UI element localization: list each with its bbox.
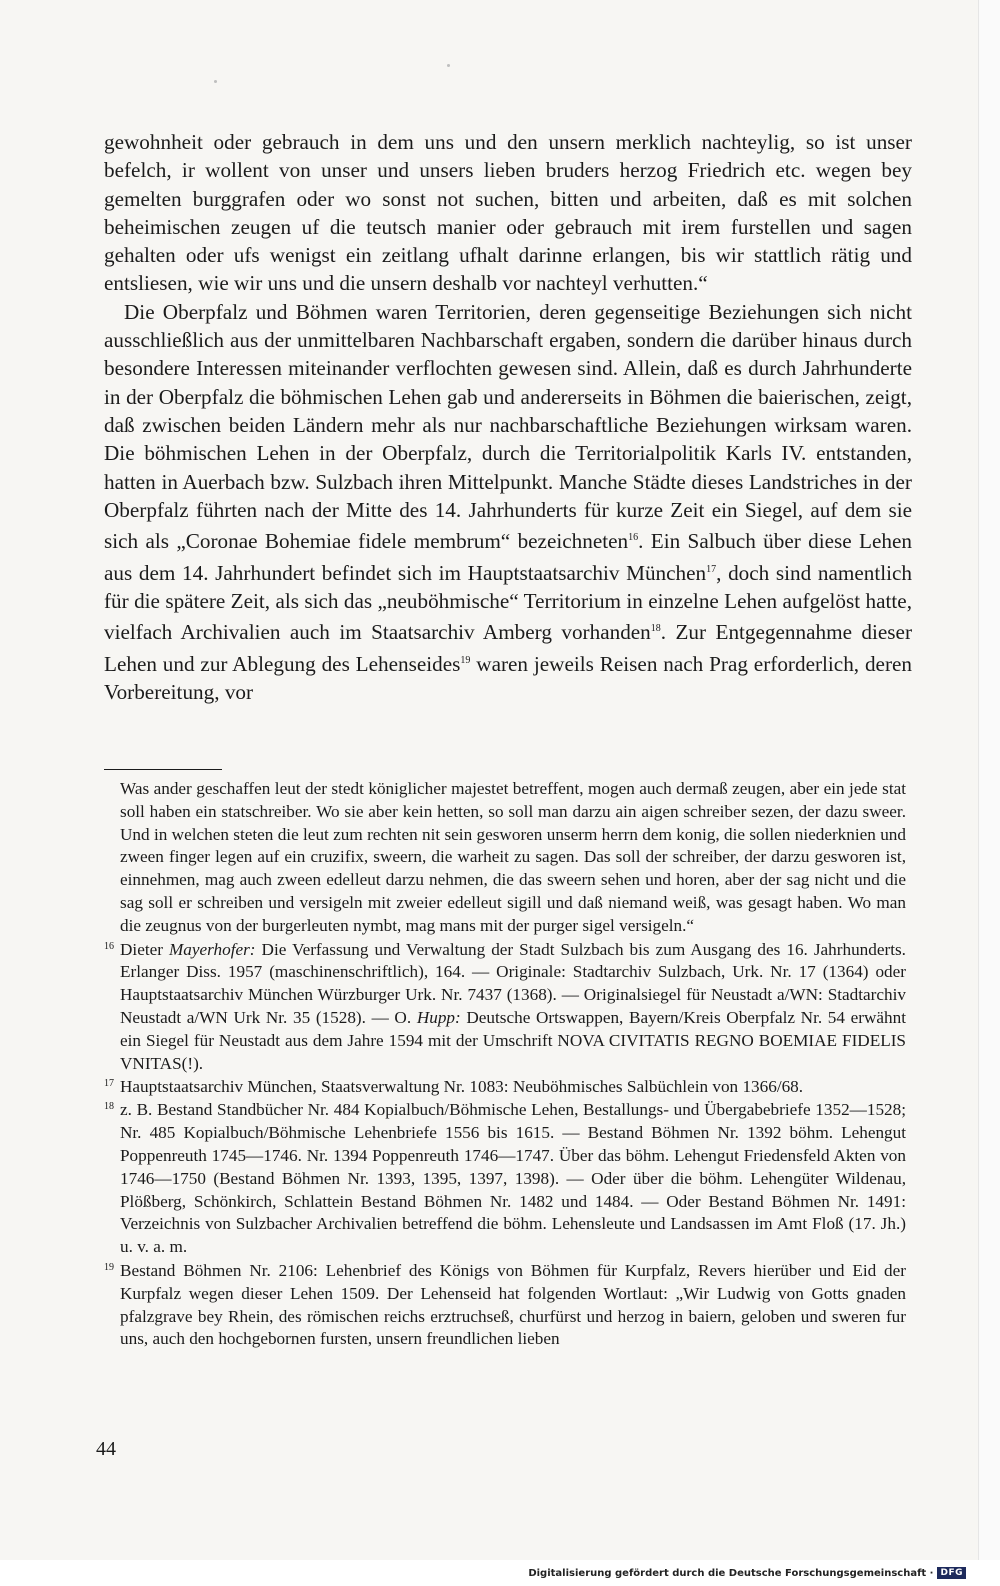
scan-speck bbox=[214, 80, 217, 83]
footnote-19 bbox=[104, 1260, 906, 1351]
text-run: , doch sind namentlich für die spätere Zeit, als sich das „neuböhmische“ Territorium in einzelne Lehen aufgelöst hatte, vielfach Archivalien auch im Staatsarchiv Amberg vorhanden bbox=[104, 560, 912, 645]
footnote-number: 17 bbox=[104, 1078, 114, 1090]
footnote-ref: 19 bbox=[460, 654, 471, 666]
scan-margin bbox=[978, 0, 1000, 1560]
footnote-18 bbox=[104, 1099, 906, 1259]
footnote-text: z. B. Bestand Standbücher Nr. 484 Kopialbuch/Böhmische Lehen, Bestallungs- und Übergabebriefe 1352—1528; Nr. 485 Kopialbuch/Böhmische Lehenbriefe 1556 bis 1615. — Bestand Böhmen Nr. 1392 böhm. Lehengut Poppenreuth 1745—1746. Nr. 1394 Poppenreuth 1746—1747. Über das böhm. Lehengut Friedensfeld Akten von 1746—1750 (Bestand Böhmen Nr. 1393, 1395, 1397, 1398). — Oder über die böhm. Lehengüter Wildenau, Plößberg, Schönkirch, Schlattein Bestand Böhmen Nr. 1482 und 1484. — Oder Bestand Böhmen Nr. 1491: Verzeichnis von Sulzbacher Archivalien betreffend die böhm. Lehensleute und Landsassen im Amt Floß (17. Jh.) u. v. a. m. bbox=[120, 1100, 906, 1257]
text-run: . Ein Salbuch über diese Lehen aus dem 14. Jahrhundert befindet sich im Hauptstaatsarchiv München bbox=[104, 529, 912, 585]
dfg-logo-icon: DFG bbox=[937, 1567, 966, 1579]
scan-speck bbox=[447, 64, 450, 67]
footnote-ref: 17 bbox=[706, 563, 717, 575]
footnote-number: 19 bbox=[104, 1261, 114, 1273]
author-name: Mayerhofer: bbox=[168, 939, 256, 959]
digitization-credit bbox=[528, 1567, 966, 1579]
text-run: waren jeweils Reisen nach Prag erforderlich, deren Vorbereitung, vor bbox=[104, 651, 913, 704]
paragraph: gewohnheit oder gebrauch in dem uns und den unsern merklich nachteylig, so ist unser befelch, ir wollent von unser und unsers lieben bruders herzog Friedrich etc. wegen bey gemelten burggrafen oder wo sonst not suchen, bitten und arbeiten, daß es mit solchen beheimischen zeugen uf die teutsch manier oder gebrauch mit irem furstellen und sagen gehalten oder ufs wenigst ein zeitlang ufhalt darinne erlangen, bis wir stattlich rätig und entsliesen, wie wir uns und die unsern deshalb vor nachteyl verhutten.“ bbox=[104, 130, 912, 296]
page-number: 44 bbox=[96, 1438, 116, 1460]
footnote-number: 16 bbox=[104, 940, 114, 952]
footnote-text: Die Verfassung und Verwaltung der Stadt Sulzbach bis zum Ausgang des 16. Jahrhunderts. Erlanger Diss. 1957 (maschinenschriftlich), 164. — Originale: Stadtarchiv Sulzbach, Urk. Nr. 17 (1364) oder Hauptstaatsarchiv München Würzburger Urk. Nr. 7437 (1368). — Originalsiegel für Neustadt a/WN: Stadtarchiv Neustadt a/WN Urk Nr. 35 (1528). — O. bbox=[120, 939, 906, 1027]
footnote-continuation bbox=[104, 778, 906, 938]
author-name: Hupp: bbox=[416, 1007, 461, 1027]
footnote-ref: 16 bbox=[628, 532, 639, 544]
footnotes bbox=[104, 778, 906, 1351]
text-run: . Zur Entgegennahme dieser Lehen und zur Ablegung des Lehenseides bbox=[104, 620, 912, 676]
footnote-text: Hauptstaatsarchiv München, Staatsverwaltung Nr. 1083: Neuböhmisches Salbüchlein von 1366/68. bbox=[120, 1077, 804, 1097]
footnote-number: 18 bbox=[104, 1101, 114, 1113]
footnote-text: Bestand Böhmen Nr. 2106: Lehenbrief des Königs von Böhmen für Kurpfalz, Revers hierüber und Eid der Kurpfalz wegen dieser Lehen 1509. Der Lehenseid hat folgenden Wortlaut: „Wir Ludwig von Gotts gnaden pfalzgrave bey Rhein, des römischen reichs erztruchseß, churfürst und herzog in baiern, geloben und sweren fur uns, auch den hochgebornen fursten, unsern freundlichen lieben bbox=[120, 1260, 906, 1349]
main-text bbox=[104, 128, 912, 706]
credit-text: Digitalisierung gefördert durch die Deutsche Forschungsgemeinschaft · bbox=[528, 1567, 934, 1579]
footnote-text: Deutsche Ortswappen, Bayern/Kreis Oberpfalz Nr. 54 erwähnt ein Siegel für Neustadt aus dem Jahre 1594 mit der Umschrift NOVA CIVITATIS REGNO BOEMIAE FIDELIS VNITAS(!). bbox=[120, 1007, 906, 1073]
footnote-ref: 18 bbox=[650, 623, 661, 635]
paragraph bbox=[104, 298, 912, 706]
text-run: Die Oberpfalz und Böhmen waren Territorien, deren gegenseitige Beziehungen sich nicht ausschließlich aus der unmittelbaren Nachbarschaft ergaben, sondern die darüber hinaus durch besondere Interessen miteinander verflochten gewesen sind. Allein, daß es durch Jahrhunderte in der Oberpfalz die böhmischen Lehen gab und andererseits in Böhmen die baierischen, zeigt, daß zwischen beiden Ländern mehr als nur nachbarschaftliche Beziehungen wirksam waren. Die böhmischen Lehen in der Oberpfalz, durch die Territorialpolitik Karls IV. entstanden, hatten in Auerbach bzw. Sulzbach ihren Mittelpunkt. Manche Städte dieses Landstriches in der Oberpfalz führten nach der Mitte des 14. Jahrhunderts für kurze Zeit ein Siegel, auf dem sie sich als „Coronae Bohemiae fidele membrum“ bezeichneten bbox=[104, 299, 912, 554]
footnote-text: Dieter bbox=[120, 939, 169, 959]
footnote-text: Was ander geschaffen leut der stedt königlicher majestet betreffent, mogen auch dermaß zeugen, aber ein jede stat soll haben ein statschreiber. Wo sie aber kein hetten, so soll man darzu ain aigen schreiber sezen, der dazu sweer. Und in welchen steten die leut zum rechten nit sein gesworen unserm herrn dem konig, die sollen niederknien und zween finger legen auf ein cruzifix, sweern, die warheit zu sagen. Das soll der schreiber, der darzu gesworen ist, einnehmen, mag auch zween edelleut darzu nehmen, die das sweern sehen und horen, aber der sag nicht und die sag soll er schreiben und versigeln mit zweier edelleut sigill und daß niemand weiß, was gesagt haben. Wo man die zeugnus von der burgerleuten nymbt, mag mans mit der purger sigel versigeln.“ bbox=[120, 779, 906, 935]
footnote-16 bbox=[104, 939, 906, 1076]
footnote-separator bbox=[104, 769, 222, 770]
footnote-17 bbox=[104, 1076, 906, 1098]
